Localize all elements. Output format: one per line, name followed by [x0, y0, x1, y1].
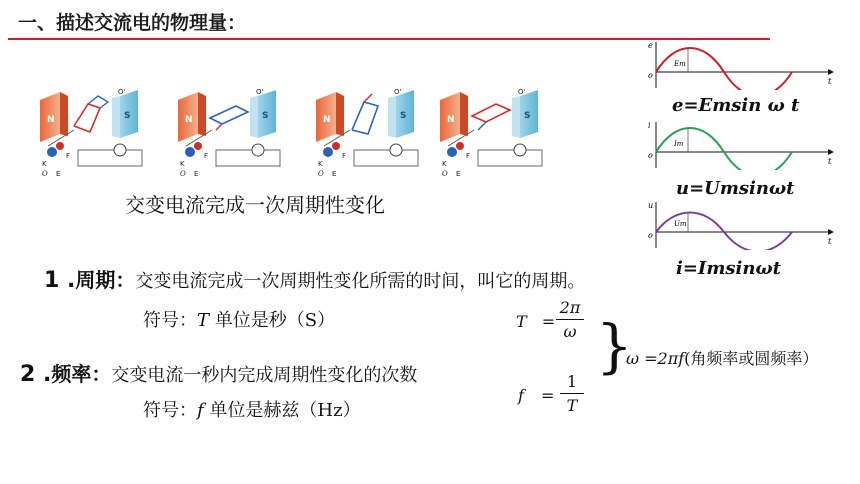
gen1-k-label: K	[42, 160, 47, 168]
gen2-o-label: O	[180, 170, 186, 178]
gen2-f-label: F	[204, 152, 209, 160]
waveform-e	[646, 38, 836, 90]
formula-t-equals: =	[541, 312, 556, 331]
section-heading: 一、描述交流电的物理量：	[18, 12, 247, 34]
wave-i-origin: o	[648, 151, 653, 160]
generator-figure-4	[438, 86, 556, 178]
formula-f-var: f	[518, 386, 524, 405]
gen3-o-label: O	[318, 170, 324, 178]
waveform-i	[646, 118, 836, 170]
gen4-o-prime-label: O'	[518, 88, 526, 96]
frequency-number: 2 .	[20, 362, 52, 387]
wave-e-x-label: t	[828, 77, 832, 86]
gen3-n-label: N	[323, 115, 331, 125]
generator-figure-2	[176, 86, 294, 178]
gen3-k-label: K	[318, 160, 323, 168]
gen4-e-label: E	[456, 170, 461, 178]
generator-figure-1	[38, 86, 156, 178]
gen3-s-label: S	[400, 111, 407, 121]
gen2-n-label: N	[185, 115, 193, 125]
gen1-e-label: E	[56, 170, 61, 178]
gen4-n-label: N	[447, 115, 455, 125]
gen4-k-label: K	[442, 160, 447, 168]
gen2-s-label: S	[262, 111, 269, 121]
period-unit: 单位是秒（S）	[209, 310, 336, 331]
frequency-symbol-prefix: 符号：	[143, 400, 197, 421]
period-symbol: T	[197, 310, 210, 331]
frequency-definition: 交变电流一秒内完成周期性变化的次数	[111, 365, 418, 386]
wave-e-y-label: e	[648, 41, 653, 50]
wave-i-x-label: t	[828, 157, 832, 166]
gen1-s-label: S	[124, 111, 131, 121]
gen2-k-label: K	[180, 160, 185, 168]
gen4-f-label: F	[466, 152, 471, 160]
period-symbol-prefix: 符号：	[143, 310, 197, 331]
frequency-term: 频率：	[51, 362, 112, 386]
period-definition-line	[44, 264, 585, 293]
generator-caption: 交变电流完成一次周期性变化	[125, 193, 385, 217]
formula-t-denominator: ω	[563, 322, 577, 341]
wave-i-amp: Im	[674, 140, 684, 148]
equation-e-text: e=Emsin ω t	[672, 95, 800, 116]
gen1-o-prime-label: O'	[118, 88, 126, 96]
equation-i-text: i=Imsinωt	[676, 258, 781, 279]
gen2-o-prime-label: O'	[256, 88, 264, 96]
formula-f-lhs	[518, 386, 554, 405]
wave-e-amp: Em	[674, 60, 686, 68]
waveform-u	[646, 198, 836, 250]
omega-formula: ω =2πf	[626, 349, 685, 368]
gen2-e-label: E	[194, 170, 199, 178]
equation-u	[676, 178, 794, 199]
gen3-f-label: F	[342, 152, 347, 160]
gen1-f-label: F	[66, 152, 71, 160]
right-brace: }	[596, 312, 633, 380]
formula-t-var: T	[516, 312, 527, 331]
gen3-e-label: E	[332, 170, 337, 178]
equation-i	[676, 258, 781, 279]
formula-f-denominator: T	[566, 396, 578, 415]
wave-u-y-label: u	[648, 201, 654, 210]
frequency-symbol: f	[197, 400, 204, 421]
generator-figure-3	[314, 86, 432, 178]
frequency-unit: 单位是赫兹（Hz）	[203, 400, 361, 421]
equation-u-text: u=Umsinωt	[676, 178, 795, 199]
formula-f-numerator: 1	[566, 372, 578, 391]
wave-e-origin: o	[648, 71, 653, 80]
formula-t-fraction	[556, 298, 584, 341]
period-symbol-line	[143, 306, 335, 332]
equation-e	[672, 95, 799, 116]
gen3-o-prime-label: O'	[394, 88, 402, 96]
formula-t-lhs	[516, 312, 555, 331]
frequency-symbol-line	[143, 396, 361, 422]
frequency-definition-line	[20, 358, 417, 387]
wave-i-y-label: i	[648, 121, 651, 130]
gen4-s-label: S	[524, 111, 531, 121]
angular-frequency-note	[626, 346, 818, 369]
formula-f-fraction	[560, 372, 584, 415]
period-term: 周期：	[75, 268, 136, 292]
period-definition: 交变电流完成一次周期性变化所需的时间，叫它的周期。	[135, 271, 586, 292]
gen4-o-label: O	[442, 170, 448, 178]
period-number: 1 .	[44, 268, 76, 293]
wave-u-amp: Um	[674, 220, 687, 228]
formula-t-numerator: 2π	[559, 298, 581, 317]
formula-f-equals: =	[541, 386, 555, 405]
gen1-o-label: O	[42, 170, 48, 178]
wave-u-origin: o	[648, 231, 653, 240]
wave-u-x-label: t	[828, 237, 832, 246]
gen1-n-label: N	[47, 115, 55, 125]
omega-note: (角频率或圆频率）	[684, 349, 819, 368]
